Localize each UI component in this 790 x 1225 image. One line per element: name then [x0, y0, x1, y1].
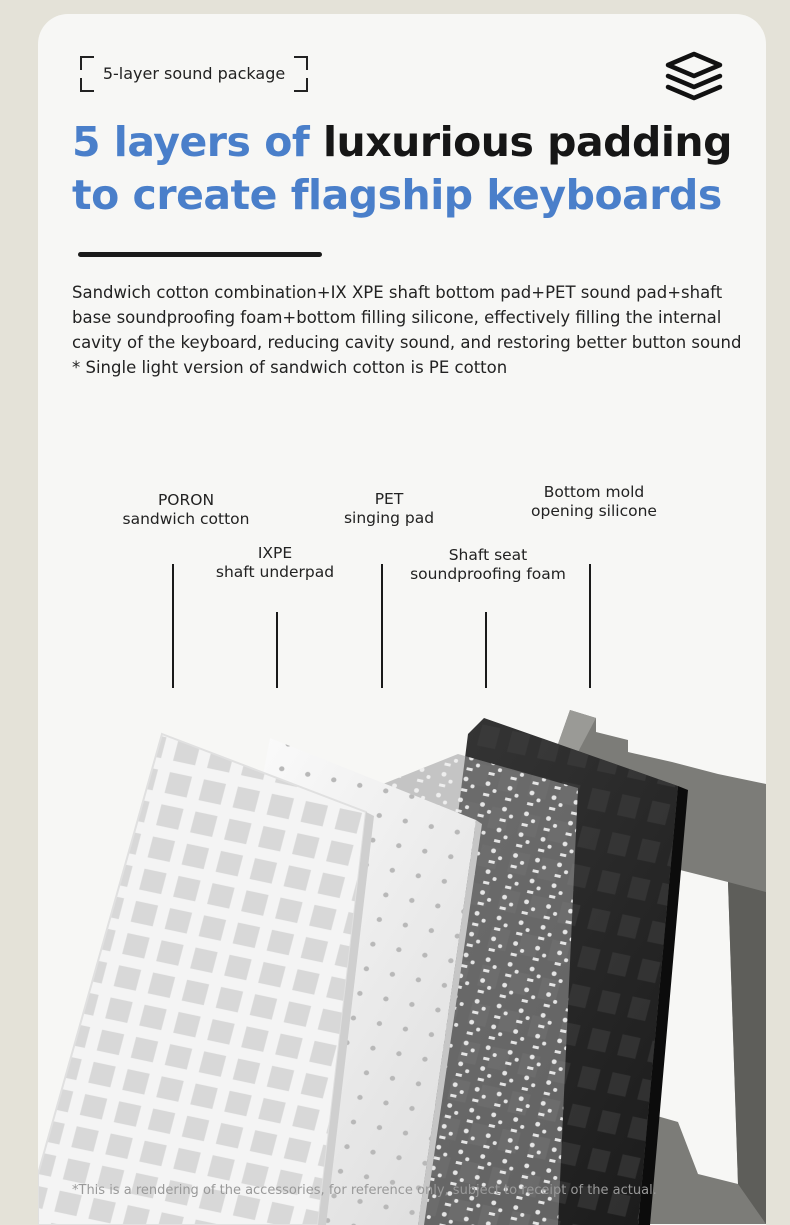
- layers-icon: [662, 50, 726, 102]
- section-tag-label: 5-layer sound package: [102, 64, 286, 83]
- description-note: * Single light version of sandwich cotton is PE cotton: [72, 358, 508, 377]
- section-tag: [80, 56, 308, 92]
- leader-line-shaft-seat: [485, 612, 487, 688]
- layer-label-pet: PET singing pad: [343, 490, 435, 527]
- headline-accent: 5 layers of: [72, 118, 310, 166]
- leader-line-ixpe: [276, 612, 278, 688]
- leader-line-bottom-mold: [589, 564, 591, 688]
- divider: [78, 252, 322, 257]
- layer-label-poron: PORON sandwich cotton: [122, 491, 250, 528]
- headline-dark: luxurious padding: [322, 118, 732, 166]
- exploded-layers-illustration: [38, 704, 766, 1225]
- description-body: Sandwich cotton combination+IX XPE shaft bottom pad+PET sound pad+shaft base soundproofing foam+bottom filling silicone, effectively filling the internal cavity of the keyboard, reducing cavity sound, and restoring better button sound: [72, 283, 742, 352]
- description: [72, 280, 762, 380]
- product-card: [38, 14, 766, 1225]
- disclaimer-footnote: *This is a rendering of the accessories, for reference only, subject to receipt of the actual.: [72, 1183, 657, 1198]
- layer-label-ixpe: IXPE shaft underpad: [215, 544, 335, 581]
- layer-label-shaft-seat: Shaft seat soundproofing foam: [410, 546, 566, 583]
- headline-line2: to create flagship keyboards: [72, 171, 722, 219]
- headline: [72, 116, 752, 222]
- leader-line-poron: [172, 564, 174, 688]
- leader-line-pet: [381, 564, 383, 688]
- layer-label-bottom-mold: Bottom mold opening silicone: [531, 483, 657, 520]
- poron-layer: [38, 734, 374, 1225]
